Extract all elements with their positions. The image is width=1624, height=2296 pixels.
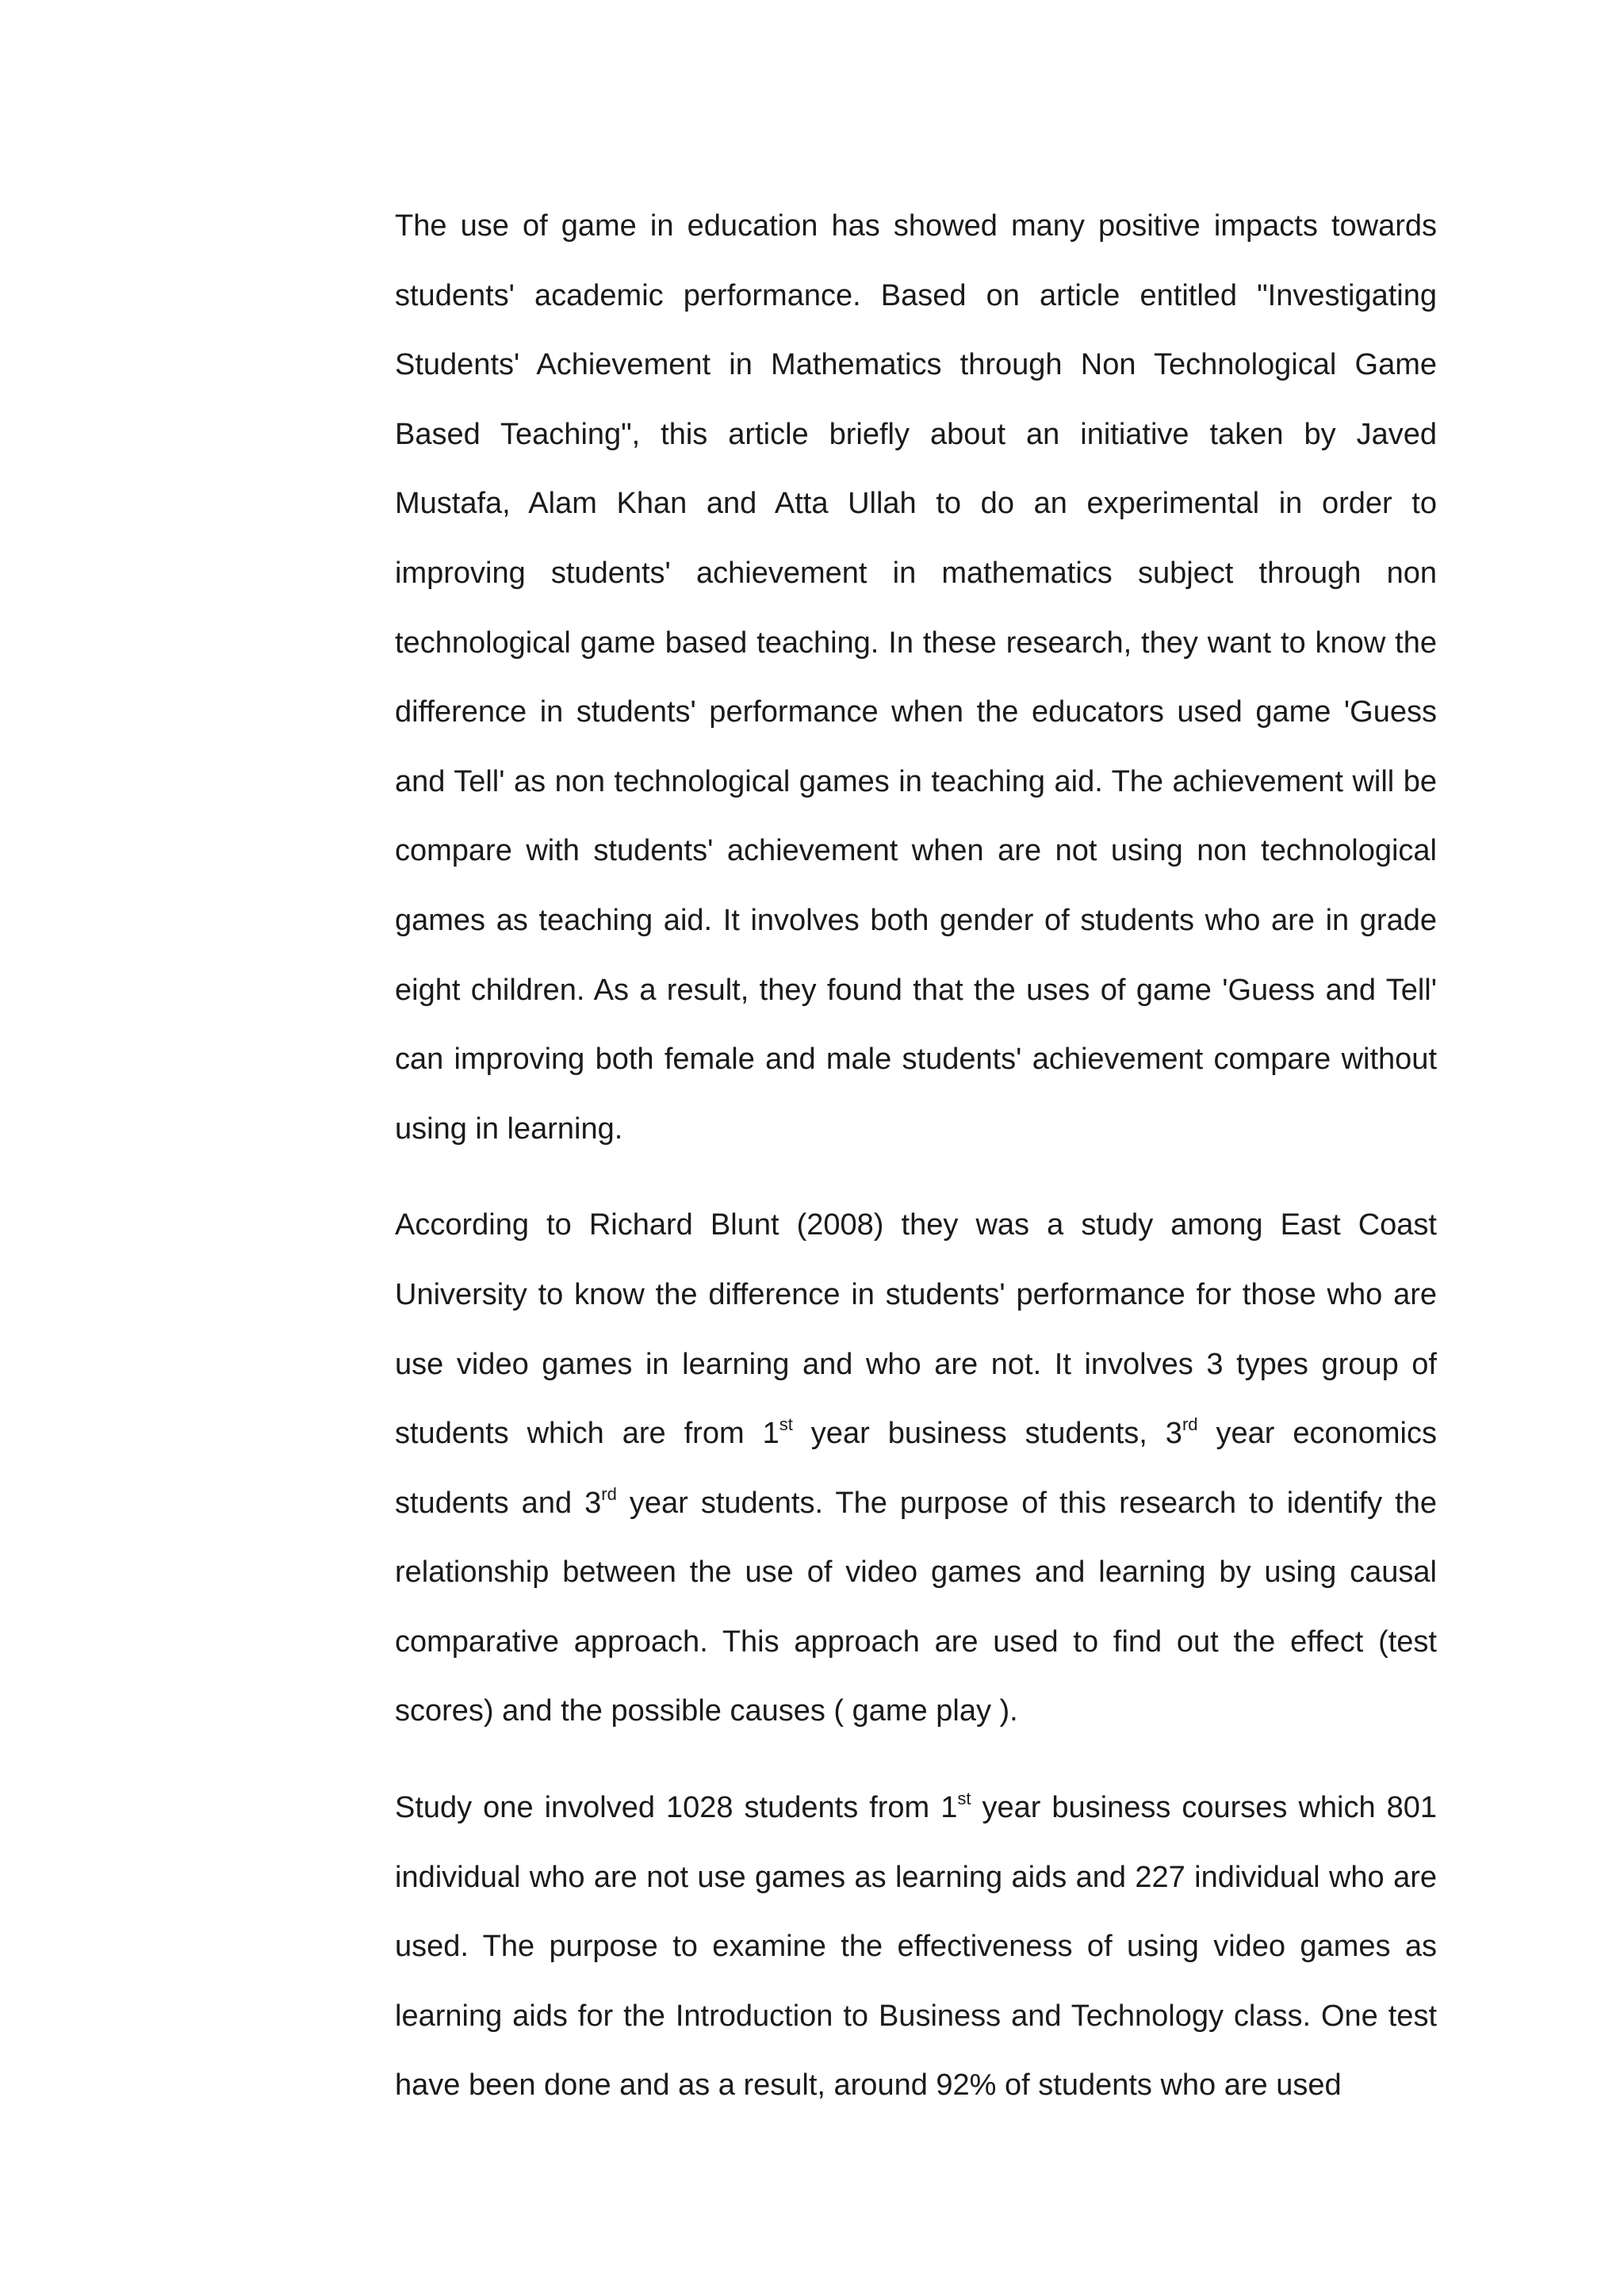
text-segment: year economics students and 3 [395,1417,1437,1520]
superscript-ordinal: st [957,1789,971,1809]
text-segment: Study one involved 1028 students from 1 [395,1791,958,1825]
paragraph-study-one [395,1774,1437,2121]
text-segment: year business courses which 801 individual who are not use games as learning aids and 227 individual who are used. The purpose to examine the effectiveness of using video games as learning aids for the Introduction to Business and Technology class. One test have been done and as a result, around 92% of students who are used [395,1791,1437,2103]
text-segment: The use of game in education has showed many positive impacts towards students' academic performance. Based on article entitled "Investigating Students' Achievement in Mathematics through Non Technological Game Based Teaching", this article briefly about an initiative taken by Javed Mustafa, Alam Khan and Atta Ullah to do an experimental in order to improving students' achievement in mathematics subject through non technological game based teaching. In these research, they want to know the difference in students' performance when the educators used game 'Guess and Tell' as non technological games in teaching aid. The achievement will be compare with students' achievement when are not using non technological games as teaching aid. It involves both gender of students who are in grade eight children. As a result, they found that the uses of game 'Guess and Tell' can improving both female and male students' achievement compare without using in learning. [395,209,1437,1146]
text-segment: year students. The purpose of this research to identify the relationship between the use of video games and learning by using causal comparative approach. This approach are used to find out the effect (test scores) and the possible causes ( game play ). [395,1486,1437,1728]
paragraph-game-education [395,192,1437,1164]
text-segment: year business students, 3 [792,1417,1182,1451]
superscript-ordinal: st [779,1414,793,1435]
document-body [395,192,1437,2121]
superscript-ordinal: rd [1182,1414,1198,1435]
superscript-ordinal: rd [601,1483,617,1504]
text-segment: According to Richard Blunt (2008) they was a study among East Coast University to know the difference in students' performance for those who are use video games in learning and who are not. It involves 3 types group of students which are from 1 [395,1208,1437,1451]
paragraph-richard-blunt-study [395,1191,1437,1747]
